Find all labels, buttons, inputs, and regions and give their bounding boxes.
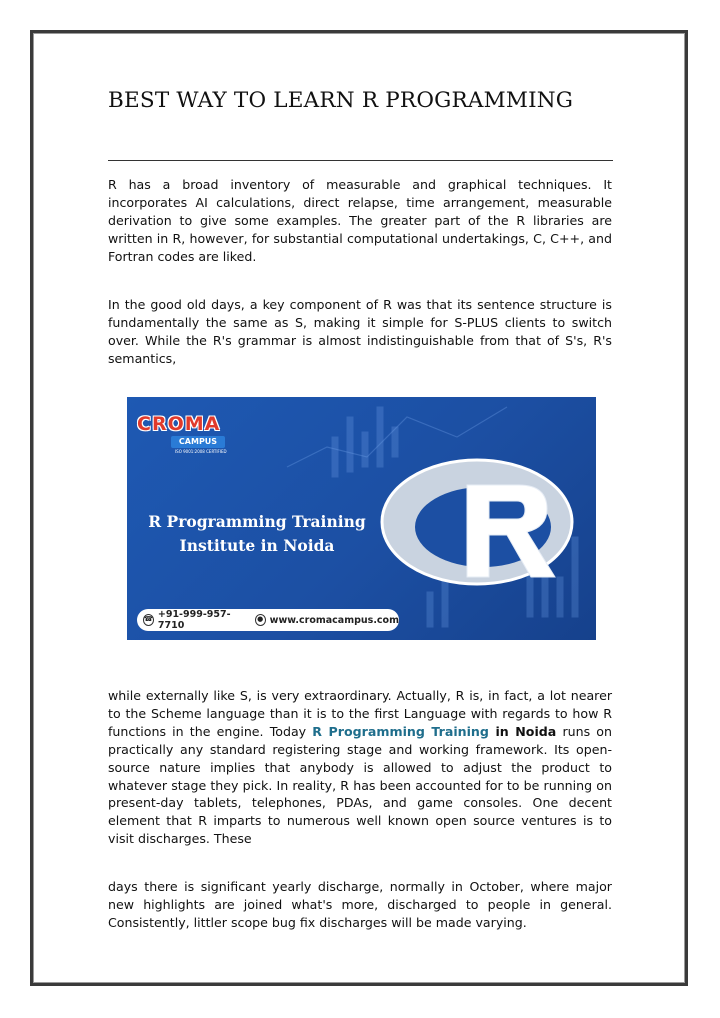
- paragraph-3: [108, 687, 612, 848]
- r-programming-training-link[interactable]: R Programming Training: [312, 723, 489, 739]
- paragraph-4: days there is significant yearly discharge, normally in October, where major new highlights are joined what's more, discharged to people in general. Consistently, littler scope bug fix discharges will be made varying.: [108, 879, 612, 930]
- globe-icon: ●: [255, 614, 266, 626]
- page-title: BEST WAY TO LEARN R PROGRAMMING: [108, 88, 574, 113]
- croma-campus-logo: [137, 411, 229, 453]
- phone-icon: ☎: [143, 614, 154, 626]
- paragraph-3-text-a: while externally like S, is very extraordinary. Actually, R is, in fact, a lot nearer to the Scheme language than it is to the first Language with regards to how R functions in the engine. Today: [108, 688, 612, 739]
- logo-certification: ISO 9001:2008 CERTIFIED: [175, 449, 227, 454]
- paragraph-1: R has a broad inventory of measurable and graphical techniques. It incorporates AI calculations, direct relapse, time arrangement, measurable derivation to give some examples. The greater part of the R libraries are written in R, however, for substantial computational undertakings, C, C++, and Fortran codes are liked.: [108, 177, 612, 264]
- contact-website: www.cromacampus.com: [269, 614, 399, 626]
- paragraph-2: In the good old days, a key component of R was that its sentence structure is fundamentally the same as S, making it simple for S-PLUS clients to switch over. While the R's grammar is almost indistinguishable from that of S's, R's semantics,: [108, 297, 612, 366]
- paragraph-3-text-b: runs on practically any standard registering stage and working framework. Its open-source nature implies that anybody is allowed to adjust the product to whatever stage they pick. In reality, R has been accounted for to be running on present-day tablets, telephones, PDAs, and game consoles. One decent element that R imparts to numerous well known open source ventures is to visit discharges. These: [108, 723, 612, 847]
- logo-wordmark: CROMA: [137, 413, 221, 435]
- banner-headline-1: R Programming Training: [148, 512, 366, 531]
- contact-bar: [137, 609, 399, 631]
- contact-phone: +91-999-957-7710: [157, 609, 231, 631]
- banner-headline-2: Institute in Noida: [179, 536, 335, 555]
- r-logo-icon: [382, 460, 572, 584]
- promo-banner-image: [127, 397, 596, 640]
- paragraph-3-bold-noida: in Noida: [488, 723, 557, 739]
- title-divider: [108, 160, 613, 161]
- logo-campus-badge: CAMPUS: [171, 436, 225, 448]
